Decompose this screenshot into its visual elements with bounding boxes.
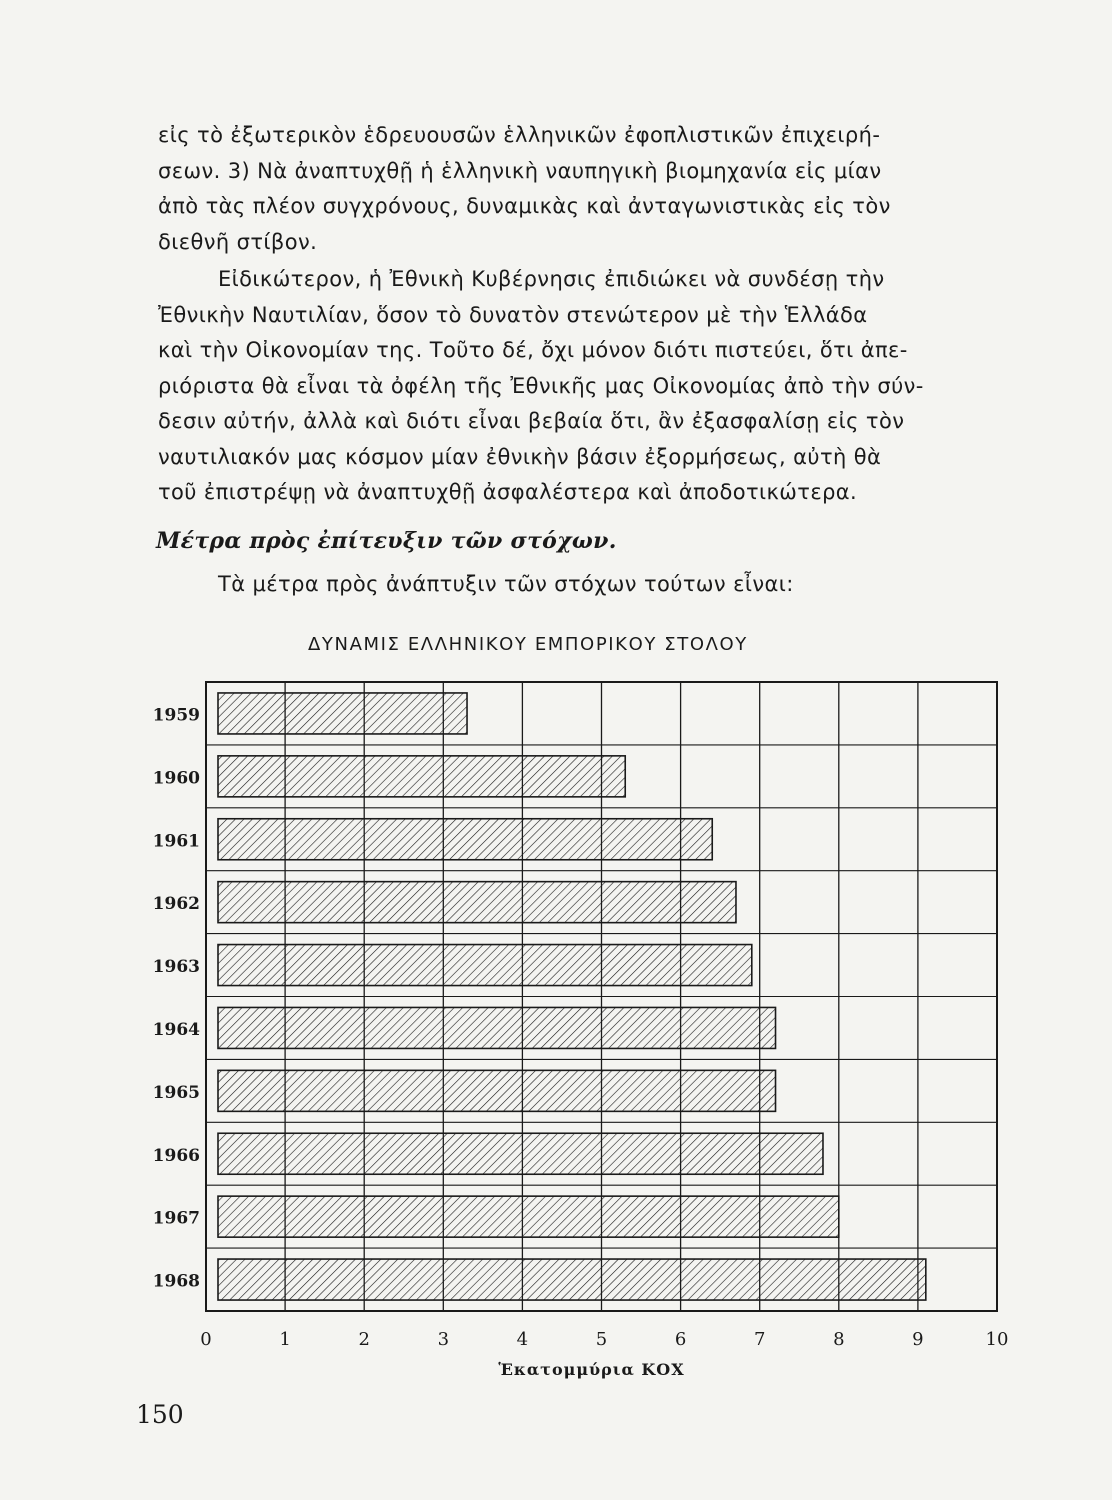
x-tick-label: 2: [358, 1329, 370, 1350]
category-label-1965: 1965: [152, 1082, 200, 1103]
bar-1960: [218, 756, 625, 797]
bar-1966: [218, 1133, 823, 1174]
x-tick-label: 5: [595, 1329, 608, 1350]
paragraph-2: [158, 262, 1008, 511]
category-label-1960: 1960: [152, 768, 200, 789]
x-tick-label: 8: [833, 1329, 845, 1350]
category-label-1964: 1964: [152, 1019, 200, 1040]
text-line: ριόριστα θὰ εἶναι τὰ ὀφέλη τῆς Ἐθνικῆς μας Οἰκονομίας ἀπὸ τὴν σύν-: [158, 373, 924, 398]
x-tick-label: 3: [437, 1329, 450, 1350]
page-number: 150: [136, 1400, 184, 1429]
category-label-1963: 1963: [152, 957, 200, 978]
x-axis-label: Ἑκατομμύρια ΚΟΧ: [498, 1360, 685, 1379]
bar-1968: [218, 1259, 926, 1300]
category-label-1966: 1966: [152, 1145, 200, 1166]
category-label-1959: 1959: [152, 705, 200, 726]
category-label-1967: 1967: [152, 1208, 200, 1229]
text-line: ἀπὸ τὰς πλέον συγχρόνους, δυναμικὰς καὶ ἀνταγωνιστικὰς εἰς τὸν: [158, 194, 891, 218]
bar-1961: [218, 819, 712, 860]
fleet-strength-bar-chart: [140, 668, 1020, 1398]
x-tick-label: 1: [279, 1329, 291, 1350]
text-line: καὶ τὴν Οἰκονομίαν της. Τοῦτο δέ, ὄχι μόνον διότι πιστεύει, ὅτι ἀπε-: [158, 338, 908, 362]
text-line: σεων. 3) Νὰ ἀναπτυχθῇ ἡ ἑλληνικὴ ναυπηγικὴ βιομηχανία εἰς μίαν: [158, 158, 882, 183]
text-line: Ἐθνικὴν Ναυτιλίαν, ὅσον τὸ δυνατὸν στενώτερον μὲ τὴν Ἑλλάδα: [158, 302, 868, 327]
text-line: τοῦ ἐπιστρέψῃ νὰ ἀναπτυχθῇ ἀσφαλέστερα καὶ ἀποδοτικώτερα.: [158, 480, 858, 504]
text-line: Εἰδικώτερον, ἡ Ἐθνικὴ Κυβέρνησις ἐπιδιώκει νὰ συνδέσῃ τὴν: [218, 267, 885, 291]
bar-1963: [218, 945, 752, 986]
x-tick-label: 0: [200, 1329, 212, 1350]
section-heading: Μέτρα πρὸς ἐπίτευξιν τῶν στόχων.: [156, 528, 617, 554]
bar-1965: [218, 1070, 776, 1111]
x-tick-label: 4: [516, 1329, 529, 1350]
chart-title: ΔΥΝΑΜΙΣ ΕΛΛΗΝΙΚΟΥ ΕΜΠΟΡΙΚΟΥ ΣΤΟΛΟΥ: [308, 634, 748, 655]
bar-1964: [218, 1007, 776, 1048]
x-tick-label: 10: [985, 1329, 1009, 1350]
text-line: ναυτιλιακόν μας κόσμον μίαν ἐθνικὴν βάσιν ἐξορμήσεως, αὐτὴ θὰ: [158, 444, 882, 469]
text-line: διεθνῆ στίβον.: [158, 229, 318, 254]
x-tick-label: 7: [753, 1329, 766, 1350]
paragraph-1: [158, 118, 1008, 260]
bar-1959: [218, 693, 467, 734]
text-line: εἰς τὸ ἐξωτερικὸν ἑδρευουσῶν ἑλληνικῶν ἐφοπλιστικῶν ἐπιχειρή-: [158, 123, 881, 147]
bar-1962: [218, 882, 736, 923]
text-line: δεσιν αὐτήν, ἀλλὰ καὶ διότι εἶναι βεβαία ὅτι, ἂν ἐξασφαλίσῃ εἰς τὸν: [158, 409, 905, 433]
intro-line: Τὰ μέτρα πρὸς ἀνάπτυξιν τῶν στόχων τούτων εἶναι:: [218, 572, 794, 596]
category-label-1968: 1968: [152, 1271, 200, 1292]
x-tick-label: 9: [912, 1329, 924, 1350]
category-label-1962: 1962: [152, 894, 200, 915]
x-tick-label: 6: [674, 1329, 687, 1350]
bar-1967: [218, 1196, 839, 1237]
category-label-1961: 1961: [152, 831, 200, 852]
